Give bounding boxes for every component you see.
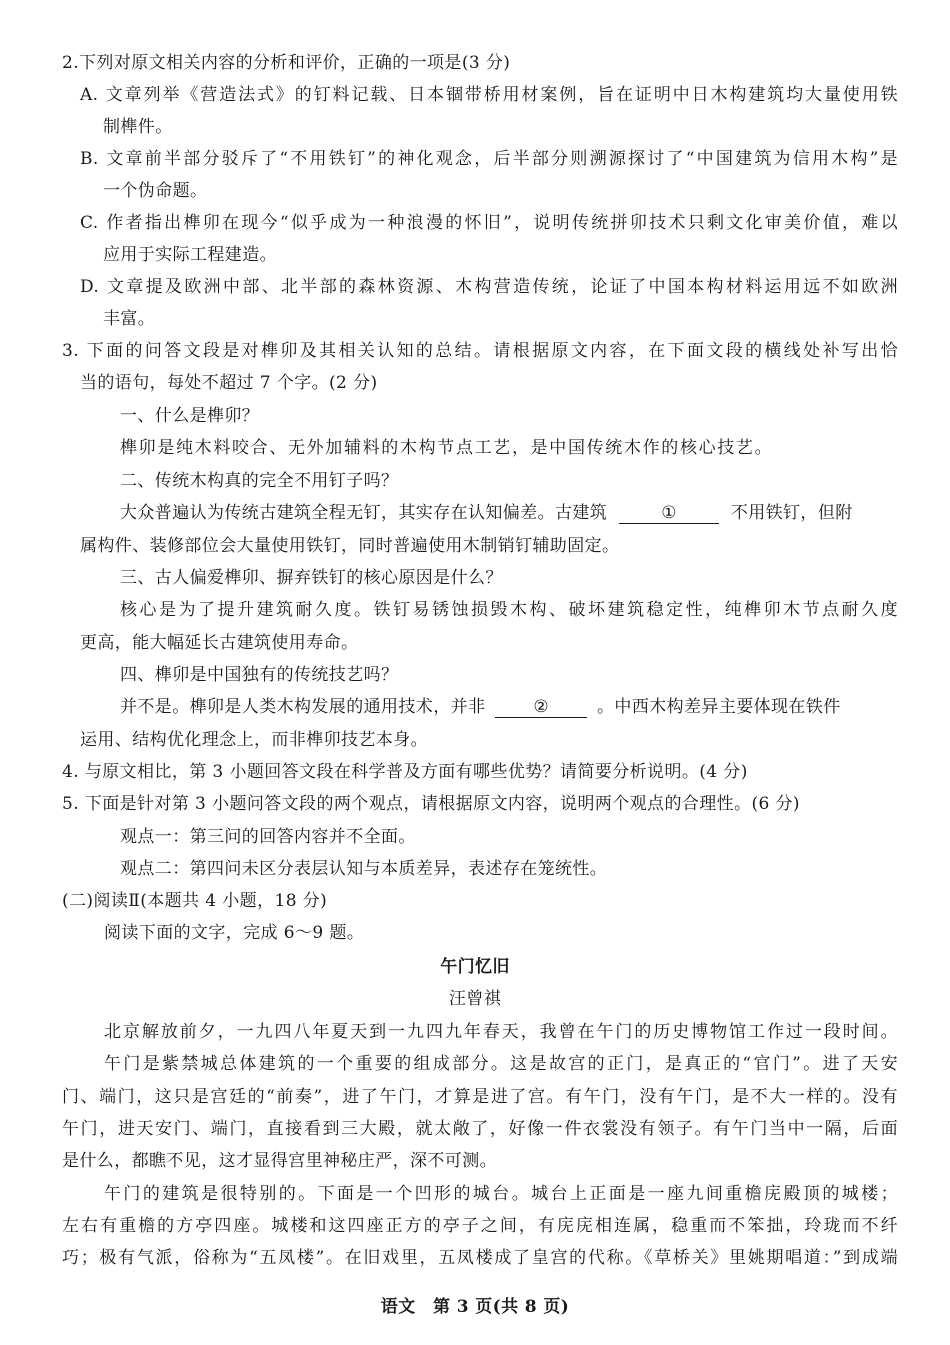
q3-answer-4-text-a: 并不是。榫卯是人类木构发展的通用技术，并非 (120, 697, 486, 717)
q3-answer-2-line2: 属构件、装修部位会大量使用铁钉，同时普遍使用木制销钉辅助固定。 (80, 536, 620, 556)
answer-blank-2[interactable]: ② (495, 697, 587, 718)
q3-answer-4-text-b: 。中西木构差异主要体现在铁件 (597, 697, 841, 717)
q2-option-a-line2: 制榫件。 (103, 117, 173, 137)
article-paragraph-2-line2: 门、端门，这只是宫廷的“前奏”，进了午门，才算是进了宫。有午门，没有午门，是不大一样的。没有 (62, 1087, 898, 1107)
q3-heading-3: 三、古人偏爱榫卯、摒弃铁钉的核心原因是什么？ (120, 568, 503, 588)
q3-answer-2-line1 (120, 502, 853, 524)
q4-stem: 4. 与原文相比，第 3 小题回答文段在科学普及方面有哪些优势？请简要分析说明。(4 分) (62, 762, 748, 782)
article-paragraph-3-line1: 午门的建筑是很特别的。下面是一个凹形的城台。城台上正面是一座九间重檐庑殿顶的城楼； (104, 1184, 898, 1204)
article-paragraph-3-line3: 巧；极有气派，俗称为“五凤楼”。在旧戏里，五凤楼成了皇宫的代称。《草桥关》里姚期唱道：”到成端 (62, 1248, 898, 1268)
article-paragraph-1: 北京解放前夕，一九四八年夏天到一九四九年春天，我曾在午门的历史博物馆工作过一段时间。 (104, 1022, 898, 1042)
q3-heading-2: 二、传统木构真的完全不用钉子吗？ (120, 471, 399, 491)
q3-answer-2-text-b: 不用铁钉，但附 (730, 503, 853, 523)
q2-option-b-line2: 一个伪命题。 (103, 181, 208, 201)
q3-answer-3-line1: 核心是为了提升建筑耐久度。铁钉易锈蚀损毁木构、破坏建筑稳定性，纯榫卯木节点耐久度 (120, 600, 898, 620)
article-paragraph-2-line4: 是什么，都瞧不见，这才显得宫里神秘庄严，深不可测。 (62, 1151, 497, 1171)
q3-heading-1: 一、什么是榫卯？ (120, 406, 260, 426)
q3-heading-4: 四、榫卯是中国独有的传统技艺吗？ (120, 665, 399, 685)
section-instruction: 阅读下面的文字，完成 6～9 题。 (104, 923, 365, 943)
article-author: 汪曾祺 (448, 989, 502, 1009)
q2-option-d-line2: 丰富。 (103, 309, 156, 329)
page-footer: 语文 第 3 页(共 8 页) (380, 1297, 570, 1317)
article-paragraph-2-line3: 午门，进天安门、端门，直接看到三大殿，就太敞了，好像一件衣裳没有领子。有午门当中一隔，后面 (62, 1119, 898, 1139)
q2-option-a-line1: A. 文章列举《营造法式》的钉料记载、日本锢带桥用材案例，旨在证明中日木构建筑均大量使用铁 (80, 85, 898, 105)
q3-stem-line2: 当的语句，每处不超过 7 个字。(2 分) (80, 373, 378, 393)
q2-stem: 2.下列对原文相关内容的分析和评价，正确的一项是(3 分) (62, 53, 511, 73)
q3-answer-3-line2: 更高，能大幅延长古建筑使用寿命。 (80, 633, 359, 653)
article-paragraph-3-line2: 左右有重檐的方亭四座。城楼和这四座正方的亭子之间，有庑庑相连属，稳重而不笨拙，玲珑而不纤 (62, 1216, 898, 1236)
q2-option-c-line1: C. 作者指出榫卯在现今“似乎成为一种浪漫的怀旧”，说明传统拼卯技术只剩文化审美价值，难以 (80, 213, 898, 233)
answer-blank-1[interactable]: ① (619, 503, 719, 524)
section-heading: (二)阅读Ⅱ(本题共 4 小题，18 分) (62, 891, 328, 911)
q2-option-d-line1: D. 文章提及欧洲中部、北半部的森林资源、木构营造传统，论证了中国本构材料运用远不如欧洲 (80, 277, 898, 297)
q3-answer-4-line1 (120, 696, 841, 718)
article-paragraph-2-line1: 午门是紫禁城总体建筑的一个重要的组成部分。这是故宫的正门，是真正的“官门”。进了天安 (104, 1054, 898, 1074)
q2-option-b-line1: B. 文章前半部分驳斥了“不用铁钉”的神化观念，后半部分则溯源探讨了“中国建筑为信用木构”是 (80, 149, 898, 169)
article-title: 午门忆旧 (440, 957, 510, 977)
q3-answer-2-text-a: 大众普遍认为传统古建筑全程无钉，其实存在认知偏差。古建筑 (120, 503, 608, 523)
q3-stem-line1: 3. 下面的问答文段是对榫卯及其相关认知的总结。请根据原文内容，在下面文段的横线处补写出恰 (62, 341, 898, 361)
q5-viewpoint-2: 观点二：第四问未区分表层认知与本质差异，表述存在笼统性。 (120, 859, 608, 879)
q3-answer-1: 榫卯是纯木料咬合、无外加辅料的木构节点工艺，是中国传统木作的核心技艺。 (120, 438, 772, 458)
q3-answer-4-line2: 运用、结构优化理念上，而非榫卯技艺本身。 (80, 730, 428, 750)
q5-viewpoint-1: 观点一：第三问的回答内容并不全面。 (120, 827, 416, 847)
q2-option-c-line2: 应用于实际工程建造。 (103, 245, 277, 265)
q5-stem: 5. 下面是针对第 3 小题问答文段的两个观点，请根据原文内容，说明两个观点的合理性。(6 分) (62, 794, 800, 814)
